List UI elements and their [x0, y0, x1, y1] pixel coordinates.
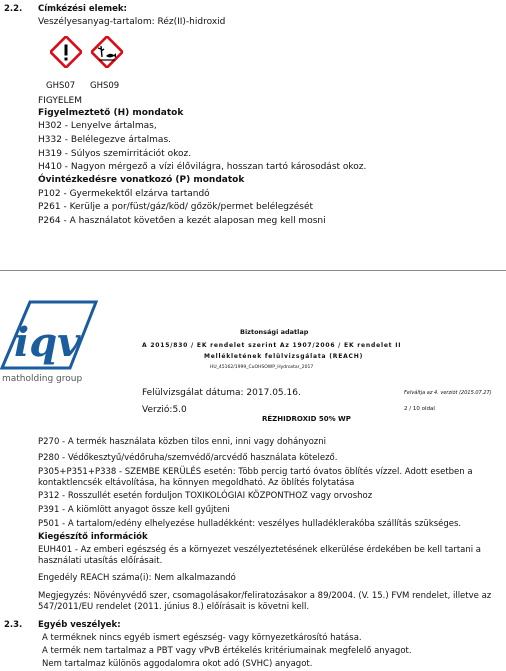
p-statement: P280 - Védőkesztyű/védőruha/szemvédő/arcvédő használata kötelező. [38, 453, 338, 463]
h-statement: H410 - Nagyon mérgező a vízi élővilágra, hosszan tartó károsodást okoz. [38, 162, 367, 172]
page-divider [0, 270, 506, 271]
p-statement: P501 - A tartalom/edény elhelyezése hulladékként: veszélyes hulladéklerakóba szállítás szükséges. [38, 519, 462, 529]
other-hazard: Nem tartalmaz különös aggodalomra okot adó (SVHC) anyagot. [42, 659, 313, 669]
h-statements-heading: Figyelmeztető (H) mondatok [38, 108, 184, 118]
regulation-line-2: Mellékletének felülvizsgálata (REACH) [204, 353, 364, 360]
p-statement: P312 - Rosszullét esetén forduljon TOXIKOLÓGIAI KÖZPONTHOZ vagy orvoshoz [38, 491, 373, 501]
section-number: 2.3. [4, 620, 23, 630]
pictogram-code-ghs09: GHS09 [90, 81, 120, 91]
version: Verzió:5.0 [142, 405, 187, 415]
company-logo [0, 296, 110, 386]
revision-note: Felváltja az 4. verziót (2015.07.27) [404, 390, 492, 396]
logo-text: iqv [14, 319, 81, 366]
document-code: HU_45162/1999_CuOHSOWP_Hydroxtar_2017 [210, 365, 314, 370]
h-statement: H332 - Belélegezve ártalmas. [38, 135, 171, 145]
product-name: RÉZHIDROXID 50% WP [262, 415, 351, 423]
section-title: Címkézési elemek: [38, 4, 127, 14]
p-statements-heading: Óvintézkedésre vonatkozó (P) mondatok [38, 175, 245, 185]
reach-number: Engedély REACH száma(i): Nem alkalmazandó [38, 573, 236, 583]
p-statement: P270 - A termék használata közben tilos enni, inni vagy dohányozni [38, 437, 327, 447]
p-statement: P391 - A kiömlött anyagot össze kell gyűjteni [38, 505, 230, 515]
other-hazard: A termék nem tartalmaz a PBT vagy vPvB értékelés kritériumainak megfelelő anyagot. [42, 646, 412, 656]
exclamation-mark-icon [50, 36, 82, 68]
environment-hazard-icon [91, 36, 123, 68]
supplementary-heading: Kiegészítő információk [38, 532, 148, 542]
p-statement: P305+P351+P338 - SZEMBE KERÜLÉS esetén: Több percig tartó óvatos öblítés vízzel. Adott esetben a kontaktlencsék eltávolítása, ha könnyen megoldható. Az öblítés folytatása [38, 467, 473, 488]
hazardous-content: Veszélyesanyag-tartalom: Réz(II)-hidroxid [38, 17, 226, 27]
document-title: Biztonsági adatlap [240, 328, 309, 336]
p-statement: P261 - Kerülje a por/füst/gáz/köd/ gőzök/permet belélegzését [38, 202, 314, 212]
page-number: 2 / 10 oldal [404, 406, 435, 412]
section-title: Egyéb veszélyek: [38, 620, 121, 630]
signal-word: FIGYELEM [38, 96, 83, 106]
section-number: 2.2. [4, 4, 23, 14]
h-statement: H302 - Lenyelve ártalmas, [38, 121, 157, 131]
regulation-line-1: A 2015/830 / EK rendelet szerint Az 1907/2006 / EK rendelet II [142, 342, 402, 349]
pictogram-code-ghs07: GHS07 [46, 81, 76, 91]
euh401-statement: EUH401 - Az emberi egészség és a környezet veszélyeztetésének elkerülése érdekében be kell tartani a használati utasítás előírásait. [38, 545, 482, 566]
p-statement: P102 - Gyermekektől elzárva tartandó [38, 189, 210, 199]
logo-subtitle: matholding group [2, 374, 83, 384]
p-statement: P264 - A használatot követően a kezét alaposan meg kell mosni [38, 216, 326, 226]
regulatory-note: Megjegyzés: Növényvédő szer, csomagolásakor/feliratozásakor a 89/2004. (V. 15.) FVM rendelet, illetve az 547/2011/EU rendelet (2011. június 8.) előírásait is követni kell. [38, 591, 492, 612]
revision-date: Felülvizsgálat dátuma: 2017.05.16. [142, 388, 301, 398]
h-statement: H319 - Súlyos szemirritációt okoz. [38, 149, 192, 159]
other-hazard: A terméknek nincs egyéb ismert egészség- vagy környezetkárosító hatása. [42, 633, 362, 643]
